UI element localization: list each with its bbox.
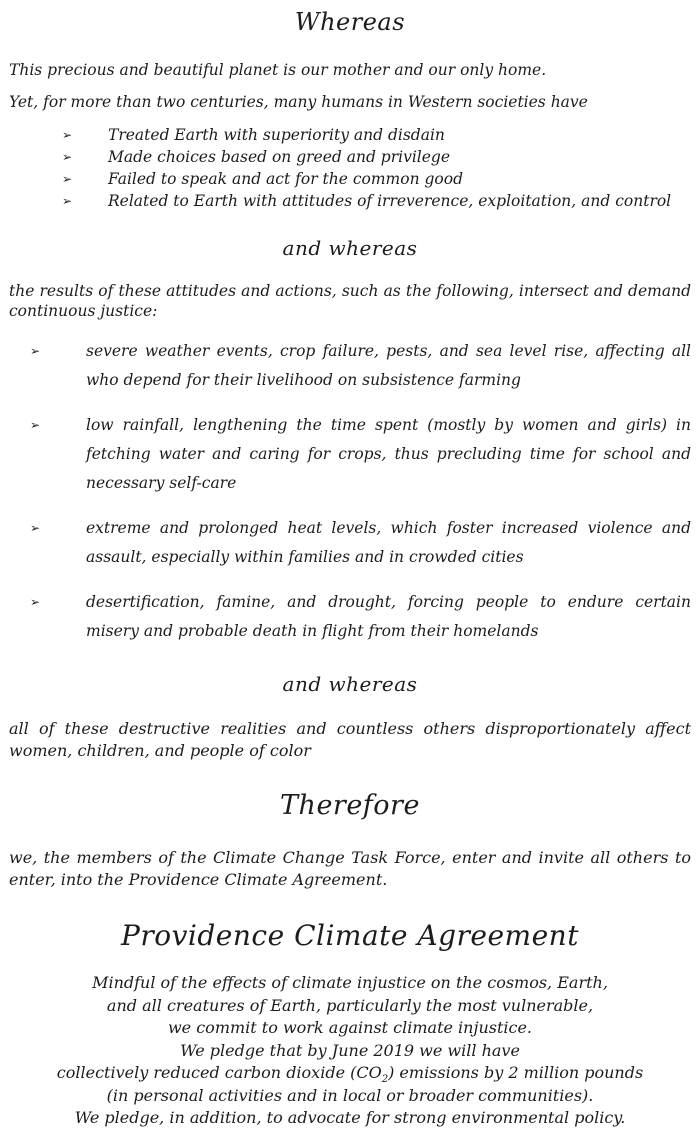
heading-and-whereas: and whereas <box>282 236 418 260</box>
list-item <box>62 190 691 212</box>
pledge-line: We pledge that by June 2019 we will have <box>180 1040 520 1060</box>
co2-subscript: 2 <box>381 1074 389 1086</box>
pledge-line: We pledge, in addition, to advocate for strong environmental policy. <box>74 1108 626 1127</box>
paragraph-planet-home: This precious and beautiful planet is our mother and our only home. <box>9 61 547 79</box>
arrow-bullet-icon: ➢ <box>30 418 41 432</box>
pledge-line: and all creatures of Earth, particularly the most vulnerable, <box>106 995 594 1015</box>
list-item <box>62 146 691 168</box>
list-item <box>62 124 691 146</box>
paragraph-task-force-enter: we, the members of the Climate Change Task Force, enter and invite all others to enter, into the Providence Climate Agreement. <box>9 848 691 889</box>
arrow-bullet-icon: ➢ <box>30 595 41 609</box>
list-item-text: extreme and prolonged heat levels, which foster increased violence and assault, especially within families and in crowded cities <box>86 519 691 566</box>
pledge-co2-post: ) emissions by 2 million pounds <box>388 1063 644 1082</box>
arrow-bullet-icon: ➢ <box>62 128 73 142</box>
bullet-list-attitudes <box>9 124 691 212</box>
list-item-text: severe weather events, crop failure, pests, and sea level rise, affecting all who depend for their livelihood on subsistence farming <box>86 342 691 389</box>
arrow-bullet-icon: ➢ <box>30 521 41 535</box>
list-item-text: Related to Earth with attitudes of irreverence, exploitation, and control <box>108 192 672 210</box>
paragraph-disproportionate-effect: all of these destructive realities and countless others disproportionately affect women, children, and people of color <box>9 719 691 760</box>
list-item <box>62 168 691 190</box>
heading-and-whereas: and whereas <box>282 672 418 696</box>
arrow-bullet-icon: ➢ <box>62 172 73 186</box>
list-item-text: Treated Earth with superiority and disdain <box>108 126 445 144</box>
heading-whereas: Whereas <box>294 8 406 36</box>
pledge-co2-pre: collectively reduced carbon dioxide (CO <box>56 1063 382 1082</box>
pledge-line: Mindful of the effects of climate injustice on the cosmos, Earth, <box>92 973 608 992</box>
list-item <box>30 411 691 498</box>
list-item <box>30 337 691 395</box>
paragraph-results-demand-justice: the results of these attitudes and actions, such as the following, intersect and demand continuous justice: <box>9 282 691 320</box>
paragraph-two-centuries: Yet, for more than two centuries, many humans in Western societies have <box>9 93 588 111</box>
arrow-bullet-icon: ➢ <box>62 194 73 208</box>
arrow-bullet-icon: ➢ <box>62 150 73 164</box>
list-item <box>30 588 691 646</box>
list-item-text: Made choices based on greed and privilege <box>108 148 451 166</box>
pledge-line: (in personal activities and in local or broader communities). <box>106 1085 594 1105</box>
heading-therefore: Therefore <box>280 790 420 821</box>
arrow-bullet-icon: ➢ <box>30 344 41 358</box>
list-item-text: low rainfall, lengthening the time spent (mostly by women and girls) in fetching water and caring for crops, thus precluding time for school and necessary self-care <box>86 416 691 492</box>
bullet-list-injustices <box>9 337 691 646</box>
list-item-text: desertification, famine, and drought, forcing people to endure certain misery and probable death in flight from their homelands <box>86 593 691 640</box>
list-item-text: Failed to speak and act for the common good <box>108 170 464 188</box>
pledge-line-co2 <box>9 1062 691 1085</box>
heading-providence-climate-agreement: Providence Climate Agreement <box>121 919 579 952</box>
pledge-line: we commit to work against climate injustice. <box>167 1018 533 1037</box>
pledge-block <box>9 972 691 1130</box>
list-item <box>30 514 691 572</box>
